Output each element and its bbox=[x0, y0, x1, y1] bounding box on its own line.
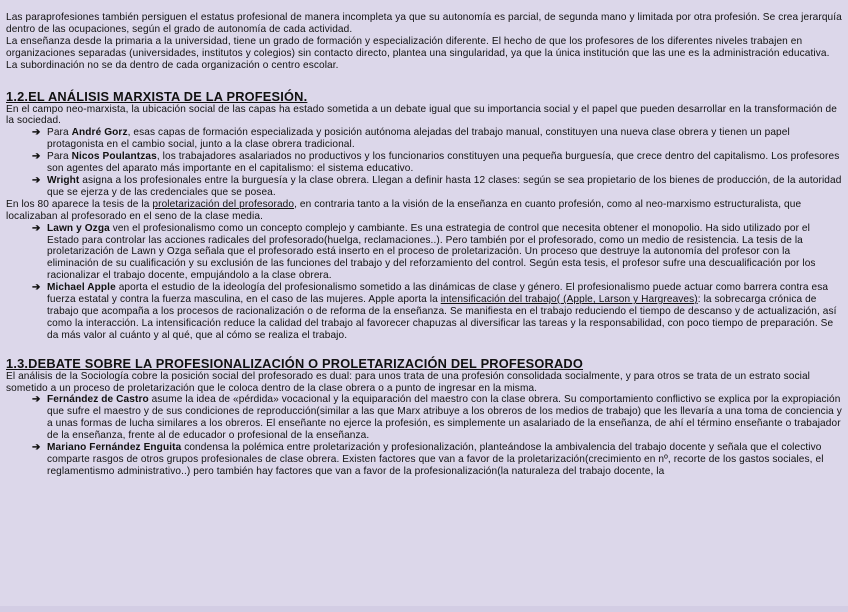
arrow-bullet-icon: ➔ bbox=[32, 442, 41, 454]
list-item: ➔ Lawn y Ozga ven el profesionalismo como un concepto complejo y cambiante. Es una estrategia de control que necesita obtener el monopolio. Ha sido utilizado por el Estado para controlar las acciones radicales del profesorado(huelga, reclamaciones..). Pero también por el profesorado, como un medio de resistencia. La tesis de la proletarización de Lawn y Ozga señala que el profesorado está inserto en el proceso de proletarización. Un proceso que destruye la autonomía del profesor con la eliminación de su cualificación y su exclusión de las funciones del trabajo y del reforzamiento del control. Según esta tesis, el profesor sufre una descualificación por los racionalizar el trabajo docente, empujándolo a la clase obrera. bbox=[32, 222, 816, 282]
author-name: André Gorz bbox=[71, 127, 128, 139]
arrow-bullet-icon: ➔ bbox=[32, 394, 41, 406]
page-bottom-edge bbox=[0, 606, 848, 612]
author-name: Nicos Poulantzas bbox=[71, 151, 157, 163]
marxist-authors-list bbox=[6, 127, 842, 198]
author-name: Lawn y Ozga bbox=[47, 222, 110, 234]
list-item: ➔ Fernández de Castro asume la idea de «pérdida» vocacional y la equiparación del maestro con la clase obrera. Su comportamiento conflictivo se explica por la expropiación que sufre el maestro y de sus condiciones de reproducción(similar a las que Marx atribuye a los obreros de los medios de trabajo) que les llevaría a una toma de conciencia y a unas formas de lucha similares a los obreros. El enseñante no ejerce la profesión, es simplemente un asalariado de la enseñanza, de ahí el término enseñante o trabajador de la enseñanza, frente al de educador o profesional de la enseñanza. bbox=[32, 394, 842, 442]
proletarization-paragraph: En los 80 aparece la tesis de la proletarización del profesorado, en contraria tanto a la visión de la enseñanza en cuanto profesión, como al neo-marxismo estructuralista, que localizaban al profesorado en el seno de la clase media. bbox=[6, 198, 802, 222]
section-heading-marxist-analysis: 1.2.EL ANÁLISIS MARXISTA DE LA PROFESIÓN. bbox=[6, 88, 308, 104]
author-name: Fernández de Castro bbox=[47, 394, 149, 406]
arrow-bullet-icon: ➔ bbox=[32, 222, 41, 234]
list-item: ➔ Para André Gorz, esas capas de formación especializada y posición autónoma alejadas del trabajo manual, constituyen una nueva clase obrera y tienen un papel protagonista en el cambio social, junto a la clase obrera tradicional. bbox=[32, 127, 790, 151]
list-item: ➔ Michael Apple aporta el estudio de la ideología del profesionalismo sometido a las dinámicas de clase y género. El profesionalismo puede actuar como barrera contra esa fuerza estatal y contra la fuerza masculina, en el caso de las mujeres. Apple aporta la intensificación del trabajo( (Apple, Larson y Hargreaves): la sobrecarga crónica de trabajo que acompaña a los procesos de racionalización o de reforma de la enseñanza. Se manifiesta en el trabajo reduciendo el tiempo de descanso y de actualización, así como la interacción. La intensificación reduce la calidad del trabajo al favorecer chapuzas al diversificar las tareas y la responsabilidad, con poco tiempo de preparación. Se da más valor al cuánto y al qué, que al cómo se realiza el trabajo. bbox=[32, 282, 837, 341]
author-name: Mariano Fernández Enguita bbox=[47, 442, 182, 454]
section1-lead: En el campo neo-marxista, la ubicación social de las capas ha estado sometida a un debate igual que su importancia social y el papel que pueden desarrollar en la transformación de la sociedad. bbox=[6, 103, 837, 127]
author-name: Wright bbox=[47, 174, 80, 186]
arrow-bullet-icon: ➔ bbox=[32, 282, 41, 294]
arrow-bullet-icon: ➔ bbox=[32, 127, 41, 139]
arrow-bullet-icon: ➔ bbox=[32, 151, 41, 163]
underlined-term: intensificación del trabajo( (Apple, Larson y Hargreaves) bbox=[440, 294, 698, 306]
section2-lead: El análisis de la Sociología cobre la posición social del profesorado es dual: para unos trata de una profesión consolidada socialmente, y para otros se trata de un estrato social sometido a un proceso de proletarización que le coloca dentro de la clase obrera o a punto de ingresar en la misma. bbox=[6, 370, 810, 394]
arrow-bullet-icon: ➔ bbox=[32, 174, 41, 186]
intro-paragraph-1: Las paraprofesiones también persiguen el estatus profesional de manera incompleta ya que su autonomía es parcial, de segunda mano y limitada por otra profesión. Se crea jerarquía dentro de las ocupaciones, según el grado de autonomía de cada actividad. bbox=[6, 12, 842, 35]
proletarization-authors-list bbox=[6, 223, 842, 342]
underlined-term: proletarización del profesorado bbox=[152, 198, 295, 210]
debate-authors-list bbox=[6, 394, 842, 477]
list-item: ➔ Mariano Fernández Enguita condensa la polémica entre proletarización y profesionalización, planteándose la ambivalencia del trabajo docente y señala que el colectivo comparte rasgos de otros grupos profesionales de clase obrera. Existen factores que van a favor de la proletarización(crecimiento en nº, recorte de los gastos sociales, el reglamentismo administrativo..) pero también hay factores que van a favor de la profesionalización(la naturaleza del trabajo docente, la bbox=[32, 442, 824, 477]
list-item: ➔ Para Nicos Poulantzas, los trabajadores asalariados no productivos y los funcionarios constituyen una pequeña burguesía, que crece dentro del capitalismo. Los profesores son agentes del aparato más importante en el capitalismo: el sistema educativo. bbox=[32, 151, 840, 175]
author-name: Michael Apple bbox=[47, 282, 116, 294]
section-heading-debate: 1.3.DEBATE SOBRE LA PROFESIONALIZACIÓN O PROLETARIZACIÓN DEL PROFESORADO bbox=[6, 355, 584, 371]
intro-paragraph-2: La enseñanza desde la primaria a la universidad, tiene un grado de formación y especialización diferente. El hecho de que los profesores de los diferentes niveles trabajen en organizaciones separadas (universidades, institutos y colegios) sin contacto directo, plantea una singularidad, ya que la única institución que las une es la administración educativa. La subordinación no se da dentro de cada organización o centro escolar. bbox=[6, 35, 830, 71]
list-item: ➔ Wright asigna a los profesionales entre la burguesía y la clase obrera. Llegan a definir hasta 12 clases: según se sea propietario de los bienes de producción, de la autoridad que se ejerza y de las credenciales que se posea. bbox=[32, 174, 842, 198]
